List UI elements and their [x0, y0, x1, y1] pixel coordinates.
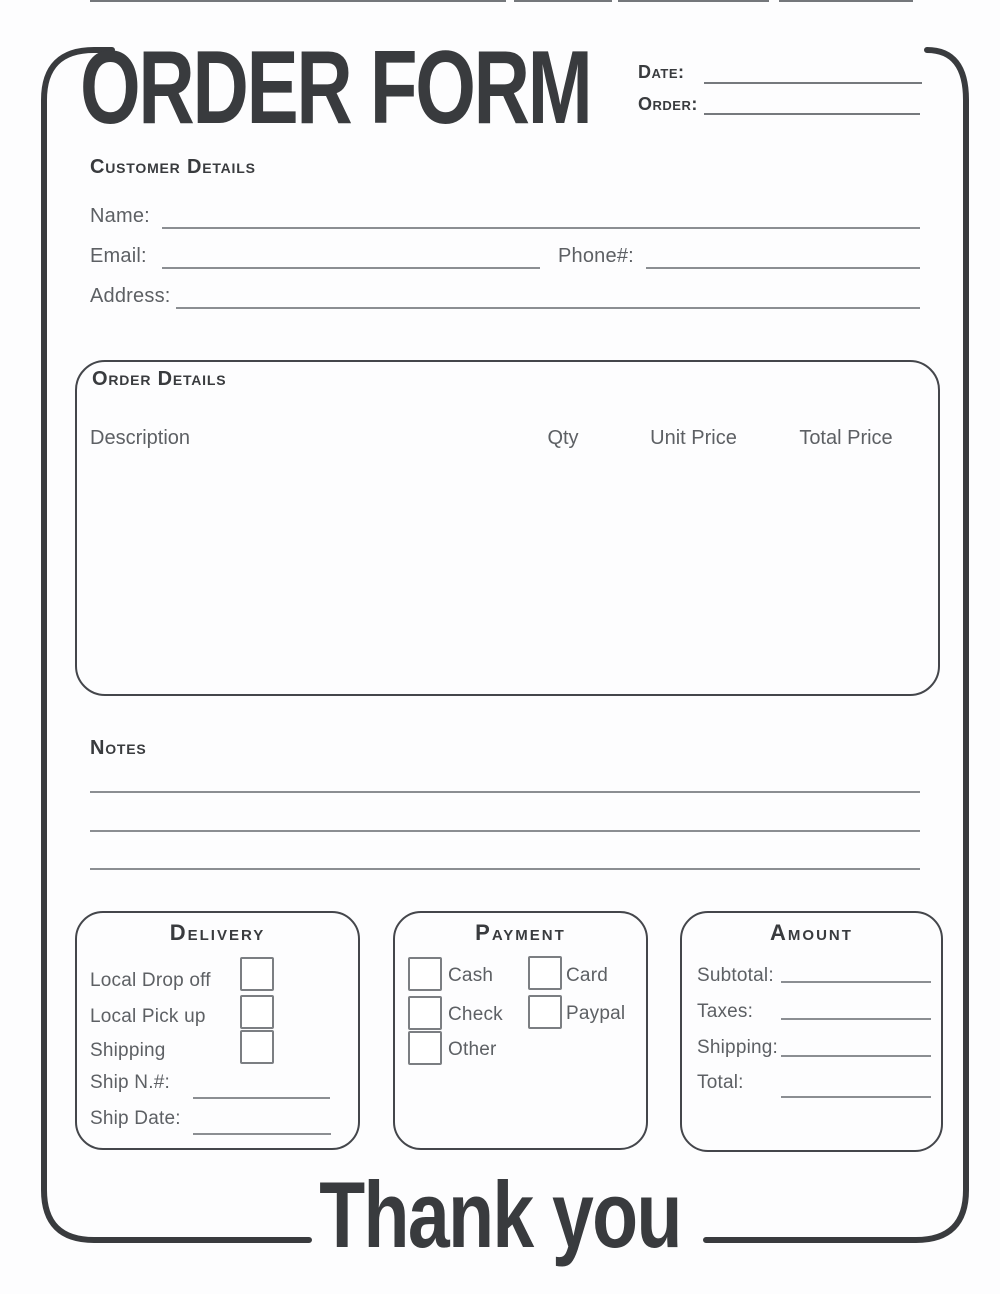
subtotal-input-line[interactable] — [781, 981, 931, 983]
payment-heading: Payment — [475, 920, 566, 945]
shipping-amount-input-line[interactable] — [781, 1055, 931, 1057]
shipping-option-label: Shipping — [90, 1040, 166, 1061]
amount-heading: Amount — [770, 920, 853, 945]
date-label: Date: — [638, 62, 685, 82]
phone-label: Phone#: — [558, 245, 634, 267]
check-label: Check — [448, 1004, 503, 1025]
name-input-line[interactable] — [162, 227, 920, 229]
checkbox-paypal[interactable] — [528, 995, 562, 1029]
checkbox-other[interactable] — [408, 1031, 442, 1065]
checkbox-local-pick-up[interactable] — [240, 995, 274, 1029]
cash-label: Cash — [448, 965, 494, 986]
notes-line[interactable] — [90, 868, 920, 870]
shipping-amount-label: Shipping: — [697, 1037, 779, 1058]
ship-date-label: Ship Date: — [90, 1108, 181, 1129]
order-cell-description-line[interactable] — [90, 0, 506, 2]
email-label: Email: — [90, 245, 147, 267]
column-header-total-price: Total Price — [799, 427, 893, 449]
card-label: Card — [566, 965, 608, 986]
order-label: Order: — [638, 94, 698, 114]
checkbox-check[interactable] — [408, 996, 442, 1030]
ship-number-input-line[interactable] — [193, 1097, 330, 1099]
order-input-line[interactable] — [704, 113, 920, 115]
checkbox-local-drop-off[interactable] — [240, 957, 274, 991]
customer-details-heading: Customer Details — [90, 156, 256, 178]
order-cell-unit-price-line[interactable] — [618, 0, 769, 2]
subtotal-label: Subtotal: — [697, 965, 774, 986]
ship-date-input-line[interactable] — [193, 1133, 331, 1135]
order-cell-total-price-line[interactable] — [779, 0, 913, 2]
name-label: Name: — [90, 205, 150, 227]
amount-box — [680, 911, 943, 1152]
delivery-heading: Delivery — [169, 920, 266, 945]
checkbox-shipping[interactable] — [240, 1030, 274, 1064]
column-header-unit-price: Unit Price — [650, 427, 737, 449]
date-input-line[interactable] — [704, 82, 922, 84]
thank-you-wrap — [0, 1162, 1000, 1267]
total-label: Total: — [697, 1072, 744, 1093]
notes-line[interactable] — [90, 830, 920, 832]
local-drop-off-label: Local Drop off — [90, 970, 211, 991]
page-title: ORDER FORM — [80, 30, 591, 146]
order-details-box — [75, 360, 940, 696]
checkbox-card[interactable] — [528, 956, 562, 990]
local-pick-up-label: Local Pick up — [90, 1006, 206, 1027]
column-header-description: Description — [90, 427, 191, 449]
taxes-label: Taxes: — [697, 1001, 754, 1022]
notes-line[interactable] — [90, 791, 920, 793]
notes-heading: Notes — [90, 737, 147, 759]
order-cell-qty-line[interactable] — [514, 0, 612, 2]
order-details-heading: Order Details — [92, 368, 227, 390]
total-input-line[interactable] — [781, 1096, 931, 1098]
paypal-label: Paypal — [566, 1003, 626, 1024]
phone-input-line[interactable] — [646, 267, 920, 269]
checkbox-cash[interactable] — [408, 957, 442, 991]
address-label: Address: — [90, 285, 171, 307]
column-header-qty: Qty — [547, 427, 579, 449]
other-label: Other — [448, 1039, 497, 1060]
address-input-line[interactable] — [176, 307, 920, 309]
taxes-input-line[interactable] — [781, 1018, 931, 1020]
thank-you-text: Thank you — [319, 1162, 681, 1267]
email-input-line[interactable] — [162, 267, 540, 269]
ship-number-label: Ship N.#: — [90, 1072, 170, 1093]
